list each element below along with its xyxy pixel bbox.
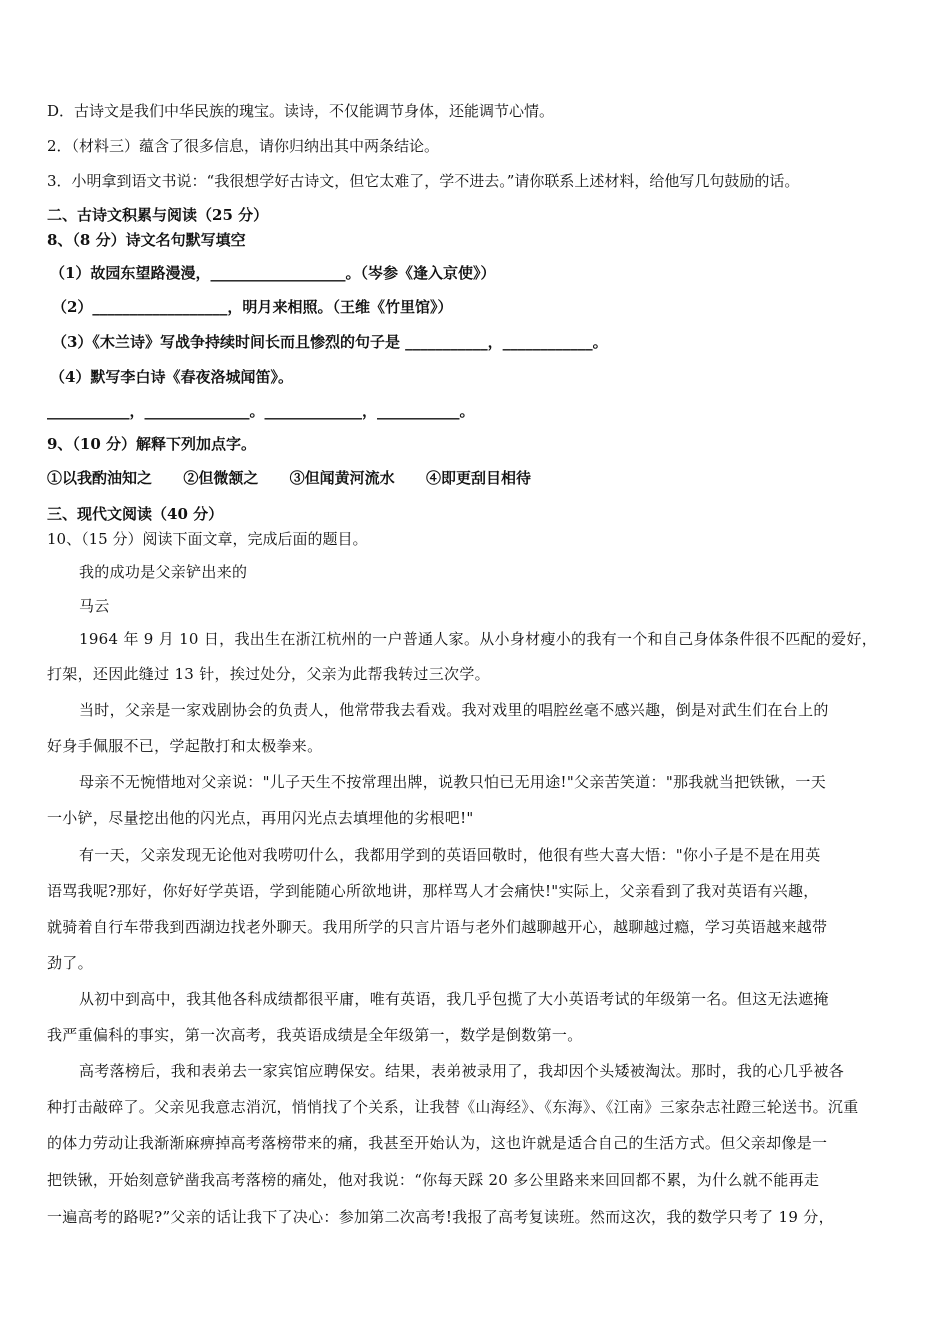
question-3-line: 3．小明拿到语文书说：“我很想学好古诗文，但它太难了，学不进去。”请你联系上述材料，给他写几句鼓励的话。 — [47, 172, 800, 190]
section-2-heading: 二、古诗文积累与阅读（25 分） — [47, 206, 269, 224]
article-paragraph-line: 一遍高考的路呢?”父亲的话让我下了决心：参加第二次高考!我报了高考复读班。然而这次，我的数学只考了 19 分， — [47, 1208, 834, 1226]
article-paragraph-line: 就骑着自行车带我到西湖边找老外聊天。我用所学的只言片语与老外们越聊越开心，越聊越过瘾，学习英语越来越带 — [47, 918, 828, 936]
article-paragraph-line: 的体力劳动让我渐渐麻痹掉高考落榜带来的痛，我甚至开始认为，这也许就是适合自己的生活方式。但父亲却像是一 — [47, 1134, 828, 1152]
question-9-items: ①以我酌油知之 ②但微颔之 ③但闻黄河流水 ④即更刮目相待 — [47, 469, 532, 487]
article-paragraph-line: 1964 年 9 月 10 日，我出生在浙江杭州的一户普通人家。从小身材瘦小的我有一个和自己身体条件很不匹配的爱好， — [79, 630, 878, 648]
article-paragraph-line: 当时，父亲是一家戏剧协会的负责人，他常带我去看戏。我对戏里的唱腔丝毫不感兴趣，倒是对武生们在台上的 — [79, 701, 829, 719]
article-paragraph-line: 劲了。 — [47, 954, 93, 972]
article-paragraph-line: 打架，还因此缝过 13 针，挨过处分，父亲为此帮我转过三次学。 — [47, 665, 490, 683]
article-paragraph-line: 高考落榜后，我和表弟去一家宾馆应聘保安。结果，表弟被录用了，我却因个头矮被淘汰。那时，我的心几乎被各 — [79, 1062, 845, 1080]
fill-item-2: （2）__________________，明月来相照。（王维《竹里馆》） — [52, 298, 453, 316]
question-2-line: 2．（材料三）蕴含了很多信息，请你归纳出其中两条结论。 — [47, 137, 440, 155]
question-8-heading: 8、（8 分）诗文名句默写填空 — [47, 231, 246, 249]
fill-item-4: （4）默写李白诗《春夜洛城闻笛》。 — [50, 368, 293, 386]
article-paragraph-line: 母亲不无惋惜地对父亲说："儿子天生不按常理出牌，说教只怕已无用途!"父亲苦笑道："那我就当把铁锹，一天 — [79, 773, 827, 791]
article-paragraph-line: 有一天，父亲发现无论他对我唠叨什么，我都用学到的英语回敬时，他很有些大喜大悟："你小子是不是在用英 — [79, 846, 821, 864]
question-9-heading: 9、（10 分）解释下列加点字。 — [47, 435, 257, 453]
fill-item-3: （3）《木兰诗》写战争持续时间长而且惨烈的句子是 ___________，____________。 — [52, 333, 608, 351]
fill-item-1: （1）故园东望路漫漫，__________________。（岑参《逢入京使》） — [50, 264, 496, 282]
fill-item-4-blanks: ___________，______________。_____________，___________。 — [47, 402, 475, 420]
article-paragraph-line: 语骂我呢?那好，你好好学英语，学到能随心所欲地讲，那样骂人才会痛快!"实际上，父亲看到了我对英语有兴趣， — [47, 882, 819, 900]
option-d-line: D．古诗文是我们中华民族的瑰宝。读诗，不仅能调节身体，还能调节心情。 — [47, 102, 555, 120]
article-paragraph-line: 种打击敲碎了。父亲见我意志消沉，悄悄找了个关系，让我替《山海经》、《东海》、《江南》三家杂志社蹬三轮送书。沉重 — [47, 1098, 859, 1116]
article-title: 我的成功是父亲铲出来的 — [79, 563, 248, 581]
article-paragraph-line: 我严重偏科的事实，第一次高考，我英语成绩是全年级第一，数学是倒数第一。 — [47, 1026, 583, 1044]
article-paragraph-line: 把铁锹，开始刻意铲凿我高考落榜的痛处，他对我说：“你每天踩 20 多公里路来来回回都不累，为什么就不能再走 — [47, 1171, 820, 1189]
article-paragraph-line: 好身手佩服不已，学起散打和太极拳来。 — [47, 737, 323, 755]
article-paragraph-line: 从初中到高中，我其他各科成绩都很平庸，唯有英语，我几乎包揽了大小英语考试的年级第一名。但这无法遮掩 — [79, 990, 829, 1008]
article-paragraph-line: 一小铲，尽量挖出他的闪光点，再用闪光点去填埋他的劣根吧!" — [47, 809, 474, 827]
article-author: 马云 — [79, 597, 110, 615]
section-3-heading: 三、现代文阅读（40 分） — [47, 505, 224, 523]
question-10-heading: 10、（15 分）阅读下面文章，完成后面的题目。 — [47, 530, 368, 548]
